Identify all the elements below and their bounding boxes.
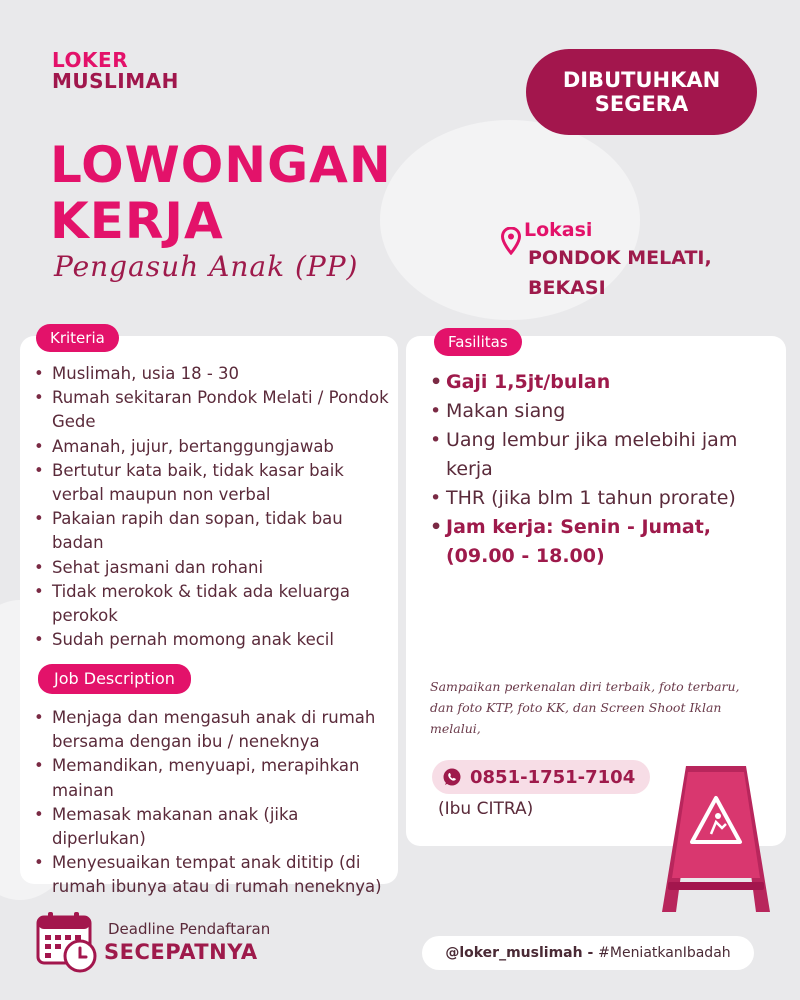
location-value — [528, 243, 712, 303]
job-description-label: Job Description — [38, 664, 191, 694]
facilities-label: Fasilitas — [434, 328, 522, 356]
list-item: • Tidak merokok & tidak ada keluarga perokok — [34, 580, 396, 628]
wet-floor-sign-icon — [656, 766, 776, 916]
criteria-list — [34, 362, 396, 652]
urgent-badge — [526, 49, 757, 135]
whatsapp-icon — [442, 767, 462, 787]
footer-social-tag — [422, 936, 754, 970]
deadline-value: SECEPATNYA — [104, 940, 258, 964]
list-item: • Jam kerja: Senin - Jumat, (09.00 - 18.00) — [430, 513, 770, 571]
location-line-1: PONDOK MELATI, — [528, 247, 712, 269]
brand-line-1: LOKER — [52, 48, 129, 72]
list-item: • Makan siang — [430, 397, 770, 426]
list-item: • Memandikan, menyuapi, merapihkan mainan — [34, 754, 396, 802]
location-pin-icon — [501, 227, 521, 255]
brand-logo — [52, 50, 179, 92]
list-item: • Menyesuaikan tempat anak dititip (di rumah ibunya atau di rumah neneknya) — [34, 851, 396, 899]
apply-instructions: Sampaikan perkenalan diri terbaik, foto terbaru, dan foto KTP, foto KK, dan Screen Shoot Iklan melalui, — [430, 679, 740, 736]
footer-separator: - — [582, 945, 599, 961]
list-item: • Muslimah, usia 18 - 30 — [34, 362, 396, 386]
social-handle: @loker_muslimah — [445, 945, 583, 961]
urgent-line-2: SEGERA — [594, 92, 689, 116]
list-item: • THR (jika blm 1 tahun prorate) — [430, 484, 770, 513]
deadline-label: Deadline Pendaftaran — [108, 920, 271, 938]
hashtag: #MeniatkanIbadah — [598, 945, 731, 961]
location-label: Lokasi — [524, 219, 593, 241]
list-item: • Memasak makanan anak (jika diperlukan) — [34, 803, 396, 851]
brand-line-2: MUSLIMAH — [52, 69, 179, 93]
list-item: • Uang lembur jika melebihi jam kerja — [430, 426, 770, 484]
list-item: • Rumah sekitaran Pondok Melati / Pondok Gede — [34, 386, 396, 434]
calendar-clock-icon — [36, 911, 98, 973]
job-position: Pengasuh Anak (PP) — [54, 250, 359, 283]
urgent-line-1: DIBUTUHKAN — [562, 68, 721, 92]
contact-name: (Ibu CITRA) — [438, 799, 534, 819]
job-description-list — [34, 706, 396, 900]
list-item: • Menjaga dan mengasuh anak di rumah bersama dengan ibu / neneknya — [34, 706, 396, 754]
list-item: • Bertutur kata baik, tidak kasar baik verbal maupun non verbal — [34, 459, 396, 507]
title-line-1: LOWONGAN — [50, 136, 392, 194]
criteria-label: Kriteria — [36, 324, 119, 352]
phone-number: 0851-1751-7104 — [470, 766, 636, 788]
list-item: • Gaji 1,5jt/bulan — [430, 368, 770, 397]
list-item: • Pakaian rapih dan sopan, tidak bau badan — [34, 507, 396, 555]
location-line-2: BEKASI — [528, 277, 606, 299]
phone-contact[interactable] — [432, 760, 650, 794]
page-title — [50, 137, 392, 249]
list-item: • Sehat jasmani dan rohani — [34, 556, 396, 580]
facilities-list — [430, 368, 770, 571]
list-item: • Sudah pernah momong anak kecil — [34, 628, 396, 652]
list-item: • Amanah, jujur, bertanggungjawab — [34, 435, 396, 459]
title-line-2: KERJA — [50, 192, 224, 250]
